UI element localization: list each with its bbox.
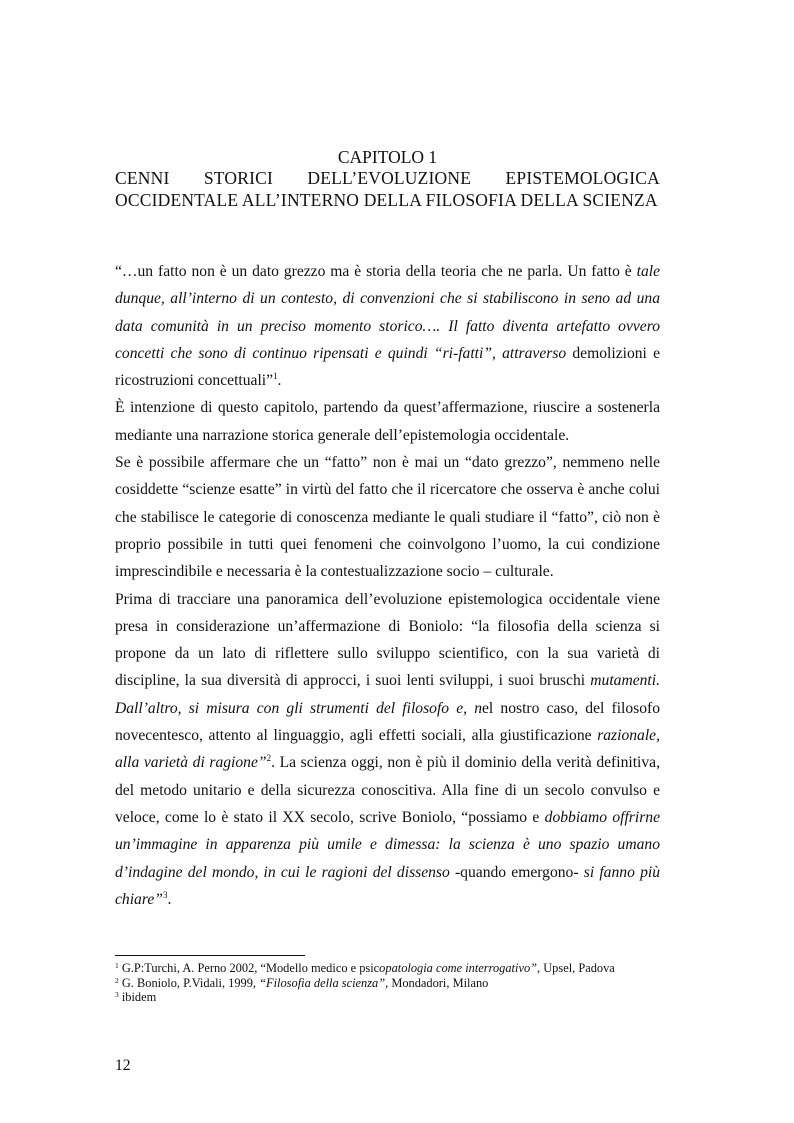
footnote-number: 1 [115,961,119,970]
punctuation: . [167,890,172,908]
italic-text: dobbiamo offrirne un’immagine in apparenza più umile e dimessa: la scienza è uno spazio umano d’indagine del mondo, in cui le ragioni del dissenso [115,808,660,881]
footnote-number: 3 [115,990,119,1000]
italic-text: mutamenti. Dall’altro, si misura con gli strumenti del filosofo e, n [115,672,660,717]
italic-text: si fanno più chiare” [115,863,660,908]
footnote-ref: 3 [162,889,168,900]
footnote-text: G. Boniolo, P.Vidali, 1999, [118,975,260,990]
quote-italic: tale dunque, all’interno di un contesto, di convenzioni che si stabiliscono in seno ad una data comunità in un preciso momento storico…. Il fatto diventa artefatto ovvero concetti che sono di continuo ripensati e quindi “ri-fatti”, attraverso [115,263,660,362]
footnotes [115,961,660,1005]
footnote-2 [115,976,660,991]
footnote-text: ibidem [118,990,157,1005]
paragraph-boniolo [115,586,660,914]
footnote-italic: opatologia come interrogativo”, [379,961,541,975]
footnote-divider [115,955,305,956]
footnote-number: 2 [115,975,119,985]
text: Prima di tracciare una panoramica dell’evoluzione epistemologica occidentale viene presa in considerazione un’affermazione di Boniolo: “la filosofia della scienza si propone da un lato di riflettere sullo sviluppo scientifico, con la sua varietà di discipline, la sua diversità di approcci, i suoi lenti sviluppi, i suoi bruschi [115,590,660,690]
chapter-title: CENNI STORICI DELL’EVOLUZIONE EPISTEMOLOGICA OCCIDENTALE ALL’INTERNO DELLA FILOSOFIA DELLA SCIENZA [115,168,660,210]
footnote-text: Upsel, Padova [540,961,615,975]
footnote-text: G.P:Turchi, A. Perno 2002, “Modello medico e psic [118,961,380,975]
punctuation: . [277,372,282,390]
footnote-italic: “Filosofia della scienza”, [259,975,389,990]
footnote-ref: 1 [273,371,278,382]
page-number: 12 [115,1057,131,1074]
body-text [115,258,660,913]
quote-text: “…un fatto non è un dato grezzo ma è storia della teoria che ne parla. Un fatto è [115,263,637,280]
footnote-text: Mondadori, Milano [388,975,489,990]
paragraph-facts: Se è possibile affermare che un “fatto” non è mai un “dato grezzo”, nemmeno nelle cosiddette “scienze esatte” in virtù del fatto che il ricercatore che osserva è anche colui che stabilisce le categorie di conoscenza mediante le quali studiare il “fatto”, ciò non è proprio possibile in tutti quei fenomeni che coinvolgono l’uomo, la cui condizione imprescindibile e necessaria è la contestualizzazione socio – culturale. [115,454,660,581]
paragraph-quote [115,258,660,394]
italic-text: razionale, alla varietà di ragione” [115,727,660,772]
text: -quando emergono- [449,863,584,881]
text: el nostro caso, del filosofo novecentesco, attento al linguaggio, agli effetti sociali, alla giustificazione [115,699,661,745]
footnote-ref: 2 [266,753,272,764]
document-page [115,0,660,1123]
paragraph-intent: È intenzione di questo capitolo, partendo da quest’affermazione, riuscire a sostenerla mediante una narrazione storica generale dell’epistemologia occidentale. [115,399,660,444]
footnote-1 [115,961,660,976]
footnote-3 [115,990,660,1005]
quote-text-end: demolizioni e ricostruzioni concettuali” [115,344,660,390]
chapter-number: CAPITOLO 1 [337,147,438,167]
text: . La scienza oggi, non è più il dominio della verità definitiva, del metodo unitario e della sicurezza conoscitiva. Alla fine di un secolo convulso e veloce, come lo è stato il XX secolo, scrive Boniolo, “possiamo e [115,754,660,826]
